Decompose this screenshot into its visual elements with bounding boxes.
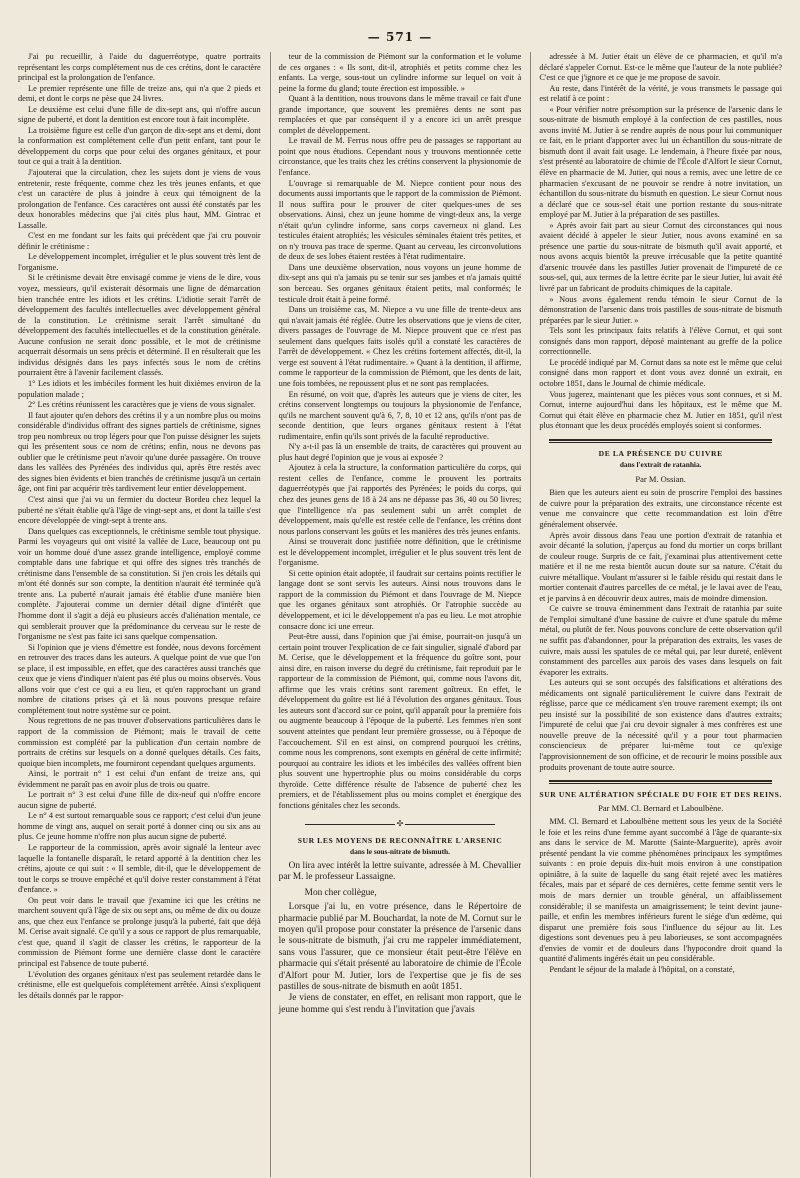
paragraph: J'ai pu recueillir, à l'aide du daguerréotype, quatre portraits représentant les corps complétement nus de ces crétins, dont le caractère principal est la prolongation de l'enfance.: [18, 52, 261, 83]
paragraph: En résumé, on voit que, d'après les auteurs que je viens de citer, les crétins conservent longtemps ou toujours la physionomie de l'enfance, qu'ils ne marchent souvent qu'à 6, 7, 8, 10 et 12 ans, qu'ils n'ont pas de seconde dentition, que leurs organes génitaux restent à l'état rudimentaire, enfin qu'ils sont privés de la faculté reproductive.: [278, 389, 522, 441]
paragraph: Le premier représente une fille de treize ans, qui n'a que 2 pieds et demi, et dont le corps ne pèse que 24 livres.: [18, 83, 261, 104]
section-body-foie: [539, 817, 782, 975]
paragraph: C'est ainsi que j'ai vu un fermier du docteur Bordeu chez lequel la puberté ne s'était établie qu'à l'âge de vingt-sept ans, et dont la taille s'est encore développée de vingt-sept à trente ans.: [18, 494, 261, 526]
letter-body: [279, 902, 522, 1016]
paragraph: Si cette opinion était adoptée, il faudrait sur certains points rectifier le langage dont se sont servis les auteurs. Ainsi nous trouvons dans le rapport de la commission du Piémont et dans l'ouvrage de M. Niepce que les organes génitaux sont atrophiés. Or l'atrophie succède au développement, et ici le développement n'a pas eu lieu. Le mot atrophie consacre donc ici une erreur.: [278, 568, 522, 631]
paragraph: Pendant le séjour de la malade à l'hôpital, on a constaté,: [549, 964, 735, 974]
section-body-cuivre: [539, 488, 782, 773]
paragraph: Le travail de M. Ferrus nous offre peu de passages se rapportant au point que nous étudions. Cependant nous y trouvons mentionnée cette circonstance, que les traits chez les crétins conservent la physionomie de l'enfance.: [278, 136, 522, 178]
paragraph: Je viens de constater, en effet, en relisant mon rapport, que le jeune homme qui s'est rendu à l'invitation que j'avais: [278, 993, 522, 1015]
paragraph: Quant à la dentition, nous trouvons dans le même travail ce fait d'une grande importance, que souvent les premières dents ne sont pas remplacées et que par conséquent il y a encore ici un arrêt presque complet de développement.: [278, 94, 522, 135]
section-heading-arsenic: SUR LES MOYENS DE RECONNAÎTRE L'ARSENIC: [297, 835, 503, 845]
paragraph: Ainsi, le portrait n° 1 est celui d'un enfant de treize ans, qui évidemment ne paraît pas en avoir plus de trois ou quatre.: [18, 769, 261, 789]
letter-salutation: Mon cher collègue,: [304, 887, 377, 898]
paragraph: MM. Cl. Bernard et Laboulbène mettent sous les yeux de la Société le foie et les reins d'une femme ayant succombé à l'âge de quarante-six ans dans le service de M. Marotte (Sainte-Marguerite), après avoir présenté pendant la vie comme phénomènes principaux les symptômes suivants : en proie depuis dix-huit mois environ à une constipation opiniâtre, à la suite de laquelle du sang était rejeté avec les matières fécales, mais par et séparé de ces dernières, cette femme sentit vers le mois de mars dernier un trouble général, un affaiblissement considérable; il se manifesta un amaigrissement; le teint devint jaune-paille, et enfin les membres inférieurs furent le siége d'un œdème, qui disparut une première fois sous l'influence du séjour au lit. Les digestions sont devenues peu à peu laborieuses, se sont accompagnées d'envies de vomir et de douleurs dans l'hypocondre droit quand la quantité d'aliments ingérés était un peu considérable.: [539, 817, 783, 964]
page-number: — 571 —: [367, 30, 433, 44]
paragraph: On peut voir dans le travail que j'examine ici que les crétins ne marchent souvent qu'à l'âge de six ou sept ans, ou même de dix ou douze ans, que chez eux l'enfance se prolonge jusqu'à la puberté, fait que déjà M. Cerise avait signalé. Ce qu'il y a sous ce rapport de plus remarquable, c'est que, quand il s'agit de classer les crétins, le rapporteur de la commission de Piémont forme une dernière classe dont le caractère principal est l'absence de toute puberté.: [18, 895, 261, 969]
column-3-body: [539, 52, 782, 432]
paragraph: Les auteurs qui se sont occupés des falsifications et altérations des médicaments ont signalé particulièrement le cuivre dans l'extrait de réglisse, parce que ce médicament s'en trouve rarement exempt; ils ont peu insisté sur la possibilité de son existence dans d'autres extraits; l'impureté de celui que j'ai cru devoir signaler à mes confrères est une nouvelle preuve de la nécessité qu'il y a pour tout pharmacien consciencieux de préparer lui-même tout ce qu'exige l'approvisionnement de son officine, et de recourir le moins possible aux produits provenant de toute autre source.: [539, 678, 783, 772]
section-byline-foie: Par MM. Cl. Bernard et Laboulbène.: [598, 802, 724, 813]
columns: [18, 52, 782, 1177]
paragraph: Peut-être aussi, dans l'opinion que j'ai émise, pourrait-on jusqu'à un certain point trouver l'explication de ce fait singulier, signalé d'abord par M. Cerise, que le développement et la fréquence du goître sont, pour ainsi dire, en raison inverse du degré du crétinisme, fait reproduit par le rapporteur de la commission de Piémont, qui, comme nous l'avons dit, affirme que les vrais crétins sont rarement goîtreux. En effet, le développement du goître est lié à l'évolution des organes génitaux. Tous les auteurs sont d'accord sur ce point, qu'il apparaît pour la première fois ou augmente beaucoup à l'époque de la puberté. Les femmes n'en sont souvent atteintes que pendant leur première grossesse, ou à l'époque de l'accouchement. S'il en est ainsi, on comprend pourquoi les crétins, comme nous les comprenons, sont exempts en général de cette infirmité; pourquoi au contraire les idiots et les imbéciles des vallées offrent bien plus souvent une hypertrophie plus ou moins considérable du corps thyroïde. Cette différence résulte de l'absence de puberté chez les premiers, et de l'établissement plus ou moins complet et énergique des fonctions génitales chez les seconds.: [278, 632, 522, 810]
paragraph: Le développement incomplet, irrégulier et le plus souvent très lent de l'organisme.: [18, 252, 261, 272]
column-2-body: [279, 52, 522, 811]
paragraph: Si l'opinion que je viens d'émettre est fondée, nous devons forcément en retrouver des traces dans les auteurs. A quelque point de vue que l'on se place, il est impossible, en effet, que des caractères aussi tranchés que ceux que je viens d'indiquer n'aient pas été plus ou moins observés. Vous allons voir que c'est ce qui a eu lieu, et qu'en rapprochant un grand nombre de citations prises çà et là nous pouvons presque refaire complétement tout notre système sur ce point.: [18, 642, 261, 715]
paragraph: adressée à M. Jutier était un élève de ce pharmacien, et qu'il m'a déclaré s'appeler Cornut. Est-ce le même que l'auteur de la note publiée? C'est ce que j'ignore et ce que je me propose de savoir.: [539, 52, 783, 83]
paragraph: Tels sont les principaux faits relatifs à l'élève Cornut, et qui sont consignés dans mon rapport, déposé maintenant au greffe de la police correctionnelle.: [539, 326, 783, 357]
paragraph: Le portrait n° 3 est celui d'une fille de dix-neuf qui n'offre encore aucun signe de puberté.: [18, 790, 261, 810]
paragraph: Nous regrettons de ne pas trouver d'observations particulières dans le rapport de la commission de Piémont; mais le travail de cette commission est complété par la publication d'un certain nombre de portraits de crétins sur lesquels on a donné quelques détails. Ces faits, quoique bien incomplets, me fourniront cependant quelques arguments.: [18, 716, 261, 768]
paragraph: Si le crétinisme devait être envisagé comme je viens de le dire, vous voyez, messieurs, qu'il existerait désormais une ligne de démarcation bien tranchée entre les idiots et les crétins. L'idiotie serait l'arrêt de développement des facultés intellectuelles avec développement général de la constitution. Le crétinisme serait l'arrêt simultané du développement des facultés intellectuelles et de la constitution générale. Aucune confusion ne serait donc possible, et le mot de crétinisme acquerrait désormais un sens précis et déterminé. Il en résulterait que les individus désignés dans les pays infectés sous le nom de crétins pourraient être à l'avenir facilement classés.: [18, 273, 261, 378]
paragraph: Ce cuivre se trouva éminemment dans l'extrait de ratanhia par suite de l'emploi simultané d'une bassine de cuivre et d'une spatule du même métal, ou plutôt de fer. Nous pouvons conclure de cette observation qu'il ne suffit pas d'abandonner, pour la préparation des extraits, les vases de cuivre, mais aussi les spatules de ce métal qui, par leur dureté, enlèvent constamment des parcelles aux parois des vases dans lesquels on fait évaporer les extraits.: [539, 604, 783, 677]
column-3: [530, 52, 782, 1177]
column-2: [270, 52, 522, 1177]
letter-intro: On lira avec intérêt la lettre suivante, adressée à M. Chevallier par M. le professeur Lassaigne.: [278, 861, 522, 883]
paragraph: Le rapporteur de la commission, après avoir signalé la lenteur avec laquelle la fontanelle disparaît, le retard apporté à la dentition chez les crétins, ajoute ce qui suit : « Il semble, dit-il, que le développement de tout le corps se trouve empêché et qu'il doive rester constamment à l'état d'enfance. »: [18, 843, 261, 895]
paragraph: 2° Les crétins réunissent les caractères que je viens de vous signaler.: [28, 400, 256, 410]
paragraph: Dans un troisième cas, M. Niepce a vu une fille de trente-deux ans qui n'avait jamais été réglée. Outre les observations que je viens de citer, divers passages de l'ouvrage de M. Niepce prouvent que ce n'est pas seulement dans quelques faits isolés qu'il a constaté les caractères de l'arrêt de développement. « Chez les crétins fortement affectés, dit-il, la verge est souvent à l'état rudimentaire. » Quant à la dentition, il affirme, comme le rapporteur de la commission de Piémont, que les dents de lait, une fois tombées, ne repoussent plus et ne sont pas remplacées.: [278, 305, 522, 388]
paragraph: Dans une deuxième observation, nous voyons un jeune homme de dix-sept ans qui n'a jamais pu se tenir sur ses jambes et n'a jamais quitté son berceau. Ses organes génitaux étaient petits, mal conformés; le testicule droit était à peine formé.: [278, 262, 522, 304]
paragraph: C'est en me fondant sur les faits qui précèdent que j'ai cru pouvoir définir le crétinisme :: [18, 231, 261, 251]
paragraph: Bien que les auteurs aient eu soin de proscrire l'emploi des bassines de cuivre pour la préparation des extraits, une circonstance récente est venue me convaincre que cette recommandation est loin d'être généralement observée.: [539, 488, 783, 529]
paragraph: Le deuxième est celui d'une fille de dix-sept ans, qui n'offre aucun signe de puberté, et dont la dentition est encore tout à fait incomplète.: [18, 104, 261, 125]
paragraph: Ainsi se trouverait donc justifiée notre définition, que le crétinisme est le développement incomplet, irrégulier et le plus souvent très lent de l'organisme.: [278, 537, 522, 568]
paragraph: » Nous avons également rendu témoin le sieur Cornut de la démonstration de l'arsenic dans trois pastilles de sous-nitrate de bismuth préparées par le sieur Jutier. »: [539, 294, 783, 325]
paragraph: L'ouvrage si remarquable de M. Niepce contient pour nous des documents aussi importants que le rapport de la commission de Piémont. Il nous suffira pour le prouver de citer quelques-unes de ses observations. Ainsi, chez un jeune homme de vingt-deux ans, la verge n'était qu'un cylindre informe, sans corps caverneux ni gland. Les testicules étaient atrophiés; les vésicules séminales étaient très petites, et on n'y trouva pas trace de sperme. Quant au cerveau, les circonvolutions de deux de ses lobes étaient restées à l'état rudimentaire.: [278, 178, 522, 262]
paragraph: La troisième figure est celle d'un garçon de dix-sept ans et demi, dont la conformation est complétement celle d'un petit enfant, tant pour le développement du corps que pour celui des organes génitaux, et pour tout ce qui a trait à la dentition.: [18, 125, 261, 167]
section-rule: [549, 780, 772, 784]
paragraph: Vous jugerez, maintenant que les pièces vous sont connues, et si M. Cornut, interne aujourd'hui dans les hôpitaux, est le même que M. Cornut qui était élève en pharmacie chez M. Jutier en 1851, qu'il n'est plus étonnant que les deux procédés employés soient si conformes.: [539, 389, 783, 431]
paragraph: Au reste, dans l'intérêt de la vérité, je vous transmets le passage qui est relatif à ce point :: [539, 83, 783, 104]
paragraph: Il faut ajouter qu'en dehors des crétins il y a un nombre plus ou moins considérable d'individus offrant des signes partiels de crétinisme, signes trop peu nombreux ou trop légers pour que l'on puisse désigner les sujets qui les présentent sous ce nom de crétins; enfin, nous ne devons pas oublier que le crétinisme peut n'avoir qu'une durée passagère. On trouve dans les vallées des Pyrénées des individus qui, après être restés avec des signes bien évidents et bien tranchés de crétinisme jusqu'à un certain âge, ont fini par acquérir très tardivement leur entier développement.: [18, 410, 261, 494]
section-ornament: ✣: [279, 819, 522, 830]
section-heading-cuivre: DE LA PRÉSENCE DU CUIVRE: [598, 448, 723, 458]
section-rule: [549, 439, 772, 443]
paragraph: J'ajouterai que la circulation, chez les sujets dont je viens de vous entretenir, reste fréquente, comme chez les très jeunes enfants, et que c'est un caractère de plus à joindre à ceux qui témoignent de la prolongation de l'enfance. Ces caractères ont aussi été constatés par les deux honorables médecins que j'ai cités plus haut, MM. Gintrac et Lassalle.: [18, 168, 261, 230]
paragraph: Lorsque j'ai lu, en votre présence, dans le Répertoire de pharmacie publié par M. Bouchardat, la note de M. Cornut sur le moyen qu'il propose pour constater la présence de l'arsenic dans le sous-nitrate de bismuth, j'ai cru me rappeler immédiatement, sans vous l'assurer, que ce monsieur était peut-être l'élève en pharmacie qui s'était présenté au laboratoire de chimie de l'École d'Alfort pour M. Jutier, lors de l'expertise que je fis de ses pastilles de sous-nitrate de bismuth en août 1851.: [278, 902, 522, 993]
paragraph: » Après avoir fait part au sieur Cornut des circonstances qui nous avaient décidé à appeler le sieur Jutier, nous avons examiné en sa présence une partie du sous-nitrate de bismuth qu'il avait apporté, et nous avons acquis bientôt la preuve irrécusable que la petite quantité d'arsenic trouvée dans les pastilles Jutier provenait de l'impureté de ce sous-sel, qui, aux termes de la lettre écrite par le sieur Jutier, lui avait été livré par un fabricant de produits chimiques de la capitale.: [539, 220, 783, 294]
paragraph: teur de la commission de Piémont sur la conformation et le volume de ces organes : « Ils sont, dit-il, atrophiés et petits comme chez les enfants. La verge, sous-tout un cylindre informe sur lequel on voit à peine la forme du gland; toute érection est impossible. »: [278, 52, 522, 93]
paragraph: N'y a-t-il pas là un ensemble de traits, de caractères qui prouvent au plus haut degré l'opinion que je vous ai exposée ?: [278, 442, 522, 462]
paragraph: Ajoutez à cela la structure, la conformation particulière du corps, qui restent celles de l'enfance, comme le prouvent les portraits daguerréotypés que j'ai rapportés des Pyrénées; le poids du corps, qui chez des jeunes gens de 18 à 24 ans ne dépasse pas 36, 40 ou 50 livres; que l'intelligence n'a pas seulement subi un arrêt complet de développement, mais qu'elle est restée celle de l'enfance, les crétins dont nous parlons conservant les goûts et les manières des très jeunes enfants.: [278, 463, 522, 536]
section-heading-foie: SUR UNE ALTÉRATION SPÉCIALE DU FOIE ET DES REINS.: [539, 790, 782, 800]
paragraph: Le procédé indiqué par M. Cornut dans sa note est le même que celui consigné dans mon rapport et dont vous avez donné un extrait, en octobre 1851, dans le Journal de chimie médicale.: [539, 357, 783, 388]
paragraph: Le n° 4 est surtout remarquable sous ce rapport; c'est celui d'un jeune homme de vingt ans, auquel on serait porté à donner cinq ou six ans au plus. Ce jeune homme n'offre non plus aucun signe de puberté.: [18, 811, 261, 842]
paragraph: L'évolution des organes génitaux n'est pas seulement retardée dans le crétinisme, elle est quelquefois complétement arrêtée. Ainsi s'expliquent les détails donnés par le rappor-: [18, 969, 261, 1000]
section-subheading-arsenic: dans le sous-nitrate de bismuth.: [350, 847, 450, 857]
paragraph: 1° Les idiots et les imbéciles forment les huit dixièmes environ de la population malade ;: [18, 378, 261, 399]
paragraph: « Pour vérifier notre présomption sur la présence de l'arsenic dans le sous-nitrate de bismuth employé à la confection de ces pastilles, nous avons invité M. Jutier à se rendre auprès de nous pour lui communiquer ce fait, en le priant d'apporter avec lui un échantillon du sous-nitrate de bismuth dont il avait fait usage. Le lendemain, à l'heure fixée par nous, s'est présenté au laboratoire de chimie de l'École d'Alfort le sieur Cornut, élève en pharmacie de M. Jutier, qui nous a remis, avec une lettre de ce pharmacien s'excusant de ne pouvoir se rendre à notre invitation, un échantillon du sous-nitrate du bismuth en question. Le sieur Cornut nous a déclaré que ce sous-sel était une portion restante du sous-nitrate employé par M. Jutier à la préparation de ses pastilles.: [539, 104, 783, 220]
section-subheading-cuivre: dans l'extrait de ratanhia.: [619, 460, 702, 470]
section-byline-cuivre: Par M. Ossian.: [635, 473, 686, 484]
paragraph: Après avoir dissous dans l'eau une portion d'extrait de ratanhia et avoir décanté la solution, j'aperçus au fond du mortier un corps brillant de couleur rouge. Surpris de ce fait, j'examinai plus attentivement cette matière et il ne me resta bientôt aucun doute sur sa nature. C'était du cuivre métallique. Voulant m'assurer si le faible résidu qui restait dans le mortier contenait d'autres parcelles de ce métal, je le lavai avec de l'eau, et je parvins à en découvrir deux autres, mais de moindre dimension.: [539, 530, 783, 603]
column-1: [18, 52, 261, 1177]
paragraph: Dans quelques cas exceptionnels, le crétinisme semble tout physique. Parmi les voyageurs qui ont visité la vallée de Luce, beaucoup ont pu voir un homme doué d'une assez grande intelligence, employé comme comptable dans une fabrique et qui offre des signes très tranchés de crétinisme dans l'ensemble de sa constitution. Si j'en crois les détails qui m'ont été donnés sur son compte, la dentition n'aurait été terminée qu'à trente ans. La puberté n'aurait jamais été établie d'une manière bien complète. J'ajouterai comme un dernier détail digne d'intérêt que l'homme dont il s'agit a déjà eu plusieurs accès d'aliénation mentale, ce qui semblerait prouver que la prédominance du cerveau sur le reste de l'organisme ne s'est pas faite ici sans quelque compensation.: [18, 526, 261, 642]
